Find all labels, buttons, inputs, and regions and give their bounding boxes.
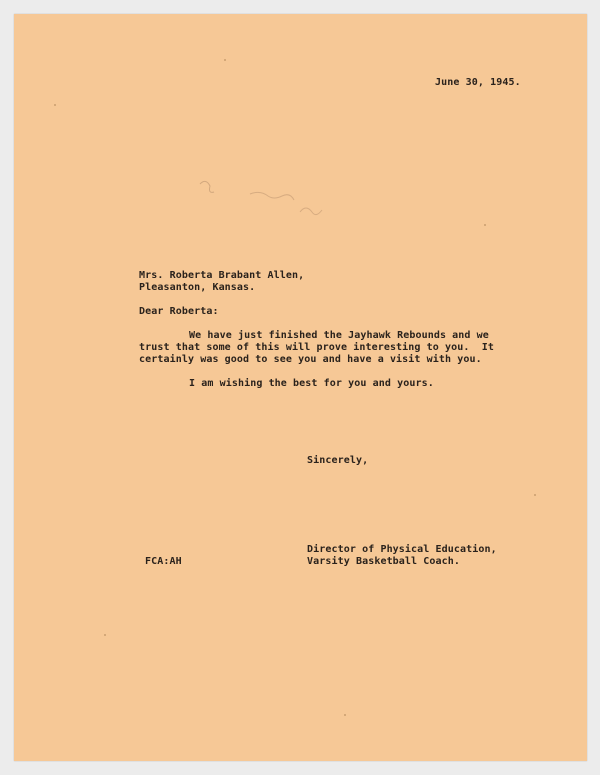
recipient-name: Mrs. Roberta Brabant Allen, bbox=[139, 270, 305, 281]
signature-title-1: Director of Physical Education, bbox=[307, 544, 497, 555]
letter-date: June 30, 1945. bbox=[435, 77, 521, 88]
salutation: Dear Roberta: bbox=[139, 306, 219, 317]
body-line-3: certainly was good to see you and have a visit with you. bbox=[139, 354, 482, 365]
body-line-2: trust that some of this will prove interesting to you. It bbox=[139, 342, 494, 353]
reference-initials: FCA:AH bbox=[145, 556, 182, 567]
body-line-1: We have just finished the Jayhawk Rebounds and we bbox=[189, 330, 489, 341]
body-paragraph-2: I am wishing the best for you and yours. bbox=[189, 378, 434, 389]
signature-title-2: Varsity Basketball Coach. bbox=[307, 556, 461, 567]
closing: Sincerely, bbox=[307, 455, 369, 466]
recipient-address: Pleasanton, Kansas. bbox=[139, 282, 256, 293]
pencil-notation-mark bbox=[180, 174, 360, 234]
letter-page bbox=[14, 14, 587, 761]
